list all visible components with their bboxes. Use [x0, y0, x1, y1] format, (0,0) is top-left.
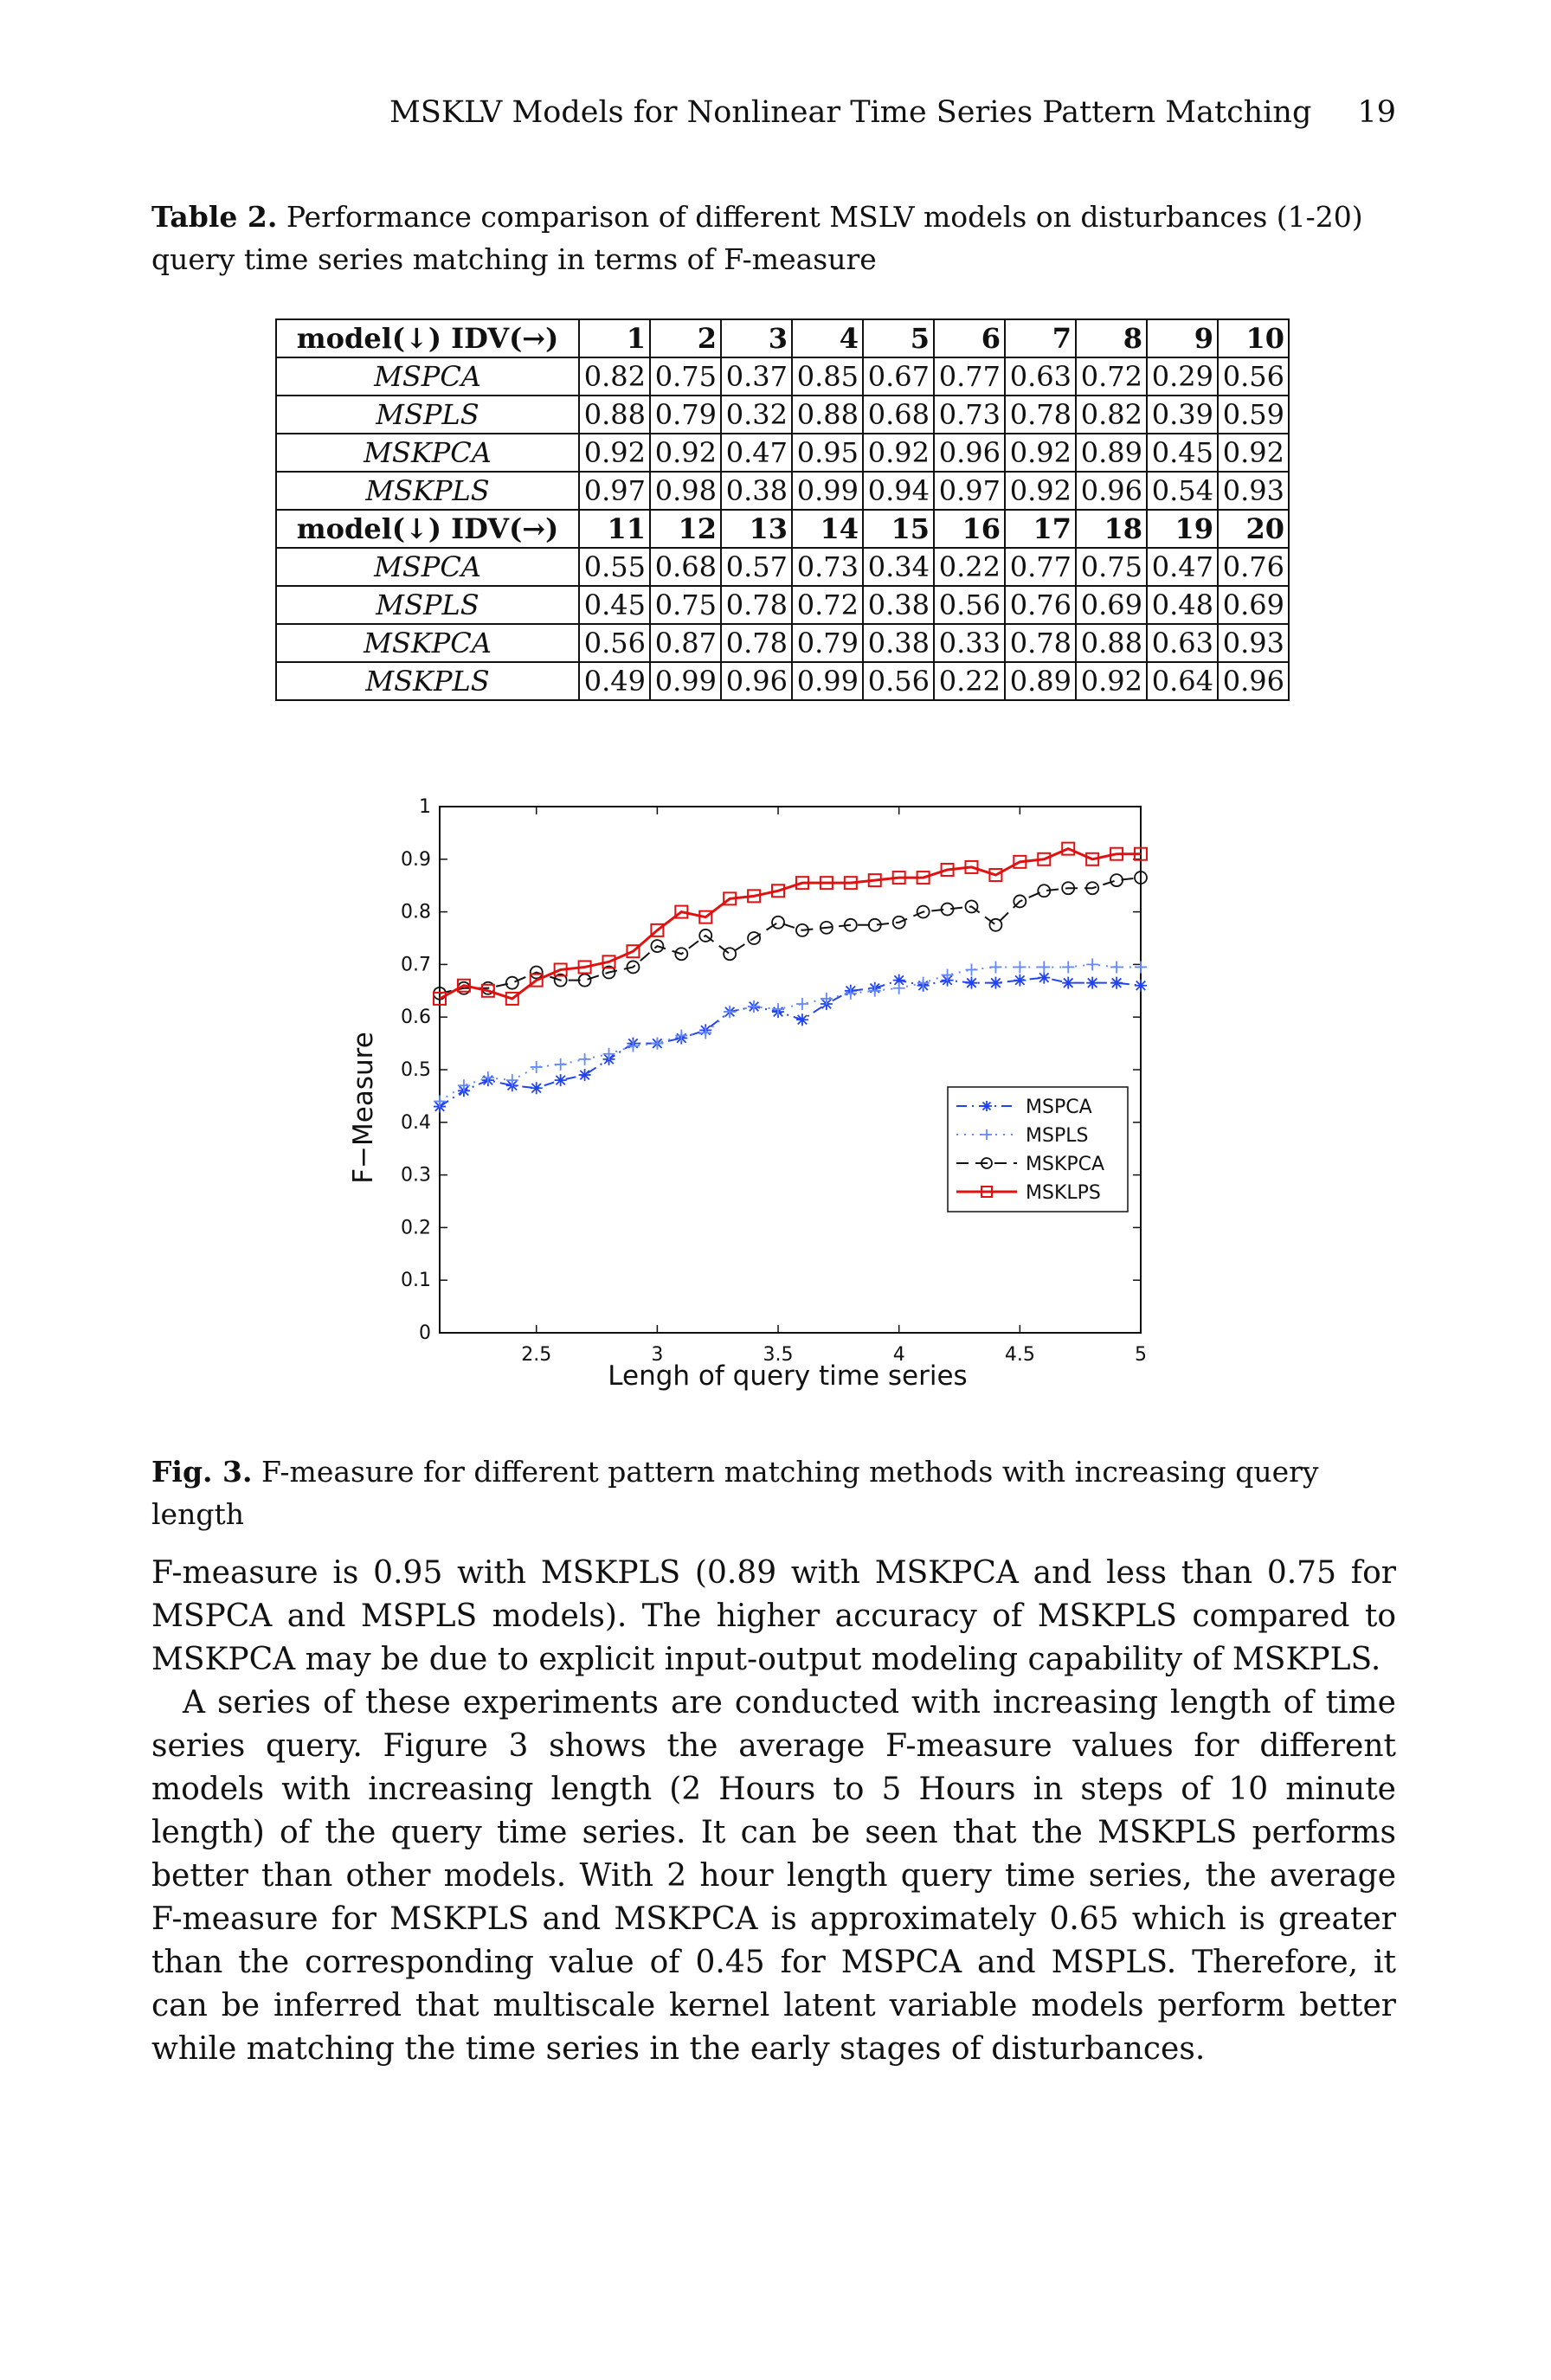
data-point [1062, 977, 1074, 989]
series-mskpca [434, 872, 1147, 1000]
data-point [458, 1079, 470, 1091]
f-measure-cell: 0.77 [1005, 548, 1076, 586]
model-name-cell: MSPCA [276, 357, 579, 396]
data-point [627, 1040, 639, 1052]
f-measure-cell: 0.88 [792, 396, 863, 434]
y-tick-label: 1 [419, 796, 431, 818]
f-measure-cell: 0.56 [579, 624, 650, 662]
x-tick-label: 3 [651, 1344, 664, 1366]
f-measure-cell: 0.59 [1218, 396, 1289, 434]
f-measure-cell: 0.72 [1076, 357, 1147, 396]
data-point [989, 919, 1001, 931]
figure-caption-label: Fig. 3. [151, 1455, 253, 1489]
f-measure-cell: 0.49 [579, 662, 650, 700]
header-idv-cell: 5 [863, 319, 934, 357]
f-measure-cell: 0.85 [792, 357, 863, 396]
legend-label: MSPCA [1026, 1097, 1092, 1118]
f-measure-cell: 0.73 [934, 396, 1005, 434]
model-name-cell: MSKPLS [276, 662, 579, 700]
f-measure-cell: 0.87 [650, 624, 721, 662]
data-point [434, 1095, 446, 1107]
header-idv-cell: 2 [650, 319, 721, 357]
data-point [1038, 961, 1050, 973]
data-point [1110, 961, 1123, 973]
f-measure-cell: 0.96 [1076, 472, 1147, 510]
model-name-cell: MSPLS [276, 586, 579, 624]
header-idv-cell: 9 [1147, 319, 1218, 357]
header-idv-cell: 15 [863, 510, 934, 548]
f-measure-cell: 0.99 [792, 472, 863, 510]
f-measure-cell: 0.76 [1005, 586, 1076, 624]
table-row [276, 434, 1289, 472]
x-tick-label: 4.5 [1004, 1344, 1035, 1366]
y-tick-label: 0 [419, 1322, 431, 1344]
f-measure-cell: 0.32 [721, 396, 792, 434]
data-point [506, 977, 518, 989]
figure-caption [151, 1451, 1396, 1535]
data-point [965, 977, 977, 989]
header-idv-cell: 12 [650, 510, 721, 548]
x-tick-label: 5 [1135, 1344, 1147, 1366]
f-measure-cell: 0.34 [863, 548, 934, 586]
f-measure-cell: 0.97 [934, 472, 1005, 510]
f-measure-cell: 0.92 [1005, 434, 1076, 472]
table-caption-text: Performance comparison of different MSLV models on disturbances (1-20) query time series matching in terms of F-measure [151, 200, 1363, 276]
x-tick-label: 4 [892, 1344, 905, 1366]
data-point [603, 1048, 615, 1060]
figure-caption-text: F-measure for different pattern matching methods with increasing query length [151, 1455, 1319, 1531]
legend-label: MSKLPS [1026, 1182, 1101, 1204]
header-idv-cell: 4 [792, 319, 863, 357]
data-point [1110, 874, 1123, 886]
series-line [440, 964, 1141, 1101]
legend-label: MSKPCA [1026, 1154, 1105, 1175]
table-caption-label: Table 2. [151, 200, 278, 234]
f-measure-cell: 0.96 [934, 434, 1005, 472]
f-measure-cell: 0.97 [579, 472, 650, 510]
y-tick-label: 0.6 [401, 1007, 431, 1029]
data-point [555, 1074, 567, 1086]
model-name-cell: MSPCA [276, 548, 579, 586]
f-measure-cell: 0.75 [1076, 548, 1147, 586]
f-measure-cell: 0.48 [1147, 586, 1218, 624]
f-measure-cell: 0.67 [863, 357, 934, 396]
f-measure-cell: 0.78 [721, 586, 792, 624]
table-row [276, 472, 1289, 510]
f-measure-cell: 0.47 [1147, 548, 1218, 586]
table-header-row [276, 319, 1289, 357]
f-measure-cell: 0.45 [579, 586, 650, 624]
header-idv-cell: 6 [934, 319, 1005, 357]
data-point [699, 1026, 711, 1039]
legend-label: MSPLS [1026, 1125, 1089, 1147]
f-measure-cell: 0.68 [650, 548, 721, 586]
data-point [1110, 977, 1123, 989]
f-measure-cell: 0.95 [792, 434, 863, 472]
header-model-cell: model(↓) IDV(→) [276, 319, 579, 357]
f-measure-cell: 0.54 [1147, 472, 1218, 510]
f-measure-cell: 0.69 [1076, 586, 1147, 624]
f-measure-cell: 0.82 [579, 357, 650, 396]
model-name-cell: MSPLS [276, 396, 579, 434]
data-point [1062, 961, 1074, 973]
f-measure-cell: 0.69 [1218, 586, 1289, 624]
f-measure-cell: 0.96 [721, 662, 792, 700]
paragraph-2: A series of these experiments are conducted with increasing length of time series query. Figure 3 shows the average F-measure values for different models with increasing length (2 Hours to 5 Hours in steps of 10 minute length) of the query time series. It can be seen that the MSKPLS performs better than other models. With 2 hour length query time series, the average F-measure for MSKPLS and MSKPCA is approximately 0.65 which is greater than the corresponding value of 0.45 for MSPCA and MSPLS. Therefore, it can be inferred that multiscale kernel latent variable models perform better while matching the time series in the early stages of disturbances. [151, 1685, 1396, 2067]
f-measure-cell: 0.68 [863, 396, 934, 434]
f-measure-cell: 0.75 [650, 357, 721, 396]
f-measure-cell: 0.38 [863, 586, 934, 624]
data-point [796, 998, 808, 1010]
f-measure-cell: 0.92 [1005, 472, 1076, 510]
performance-table [275, 318, 1290, 701]
x-tick-label: 2.5 [521, 1344, 552, 1366]
f-measure-cell: 0.92 [579, 434, 650, 472]
f-measure-cell: 0.88 [579, 396, 650, 434]
y-tick-label: 0.9 [401, 848, 431, 871]
data-point [981, 1101, 992, 1111]
f-measure-cell: 0.38 [863, 624, 934, 662]
header-idv-cell: 20 [1218, 510, 1289, 548]
f-measure-cell: 0.78 [721, 624, 792, 662]
running-title: MSKLV Models for Nonlinear Time Series Pattern Matching [389, 95, 1312, 130]
f-measure-cell: 0.92 [1218, 434, 1289, 472]
y-tick-label: 0.4 [401, 1111, 431, 1134]
paragraph-1: F-measure is 0.95 with MSKPLS (0.89 with MSKPCA and less than 0.75 for MSPCA and MSPLS models). The higher accuracy of MSKPLS compared to MSKPCA may be due to explicit input-output modeling capability of MSKPLS. [151, 1555, 1396, 1677]
f-measure-cell: 0.92 [863, 434, 934, 472]
model-name-cell: MSKPCA [276, 434, 579, 472]
f-measure-cell: 0.93 [1218, 472, 1289, 510]
f-measure-cell: 0.63 [1005, 357, 1076, 396]
data-point [1135, 961, 1147, 973]
f-measure-cell: 0.89 [1005, 662, 1076, 700]
x-axis-label: Lengh of query time series [608, 1360, 968, 1392]
f-measure-cell: 0.78 [1005, 624, 1076, 662]
table-row [276, 624, 1289, 662]
data-point [917, 977, 930, 989]
data-point [579, 1069, 591, 1081]
table-row [276, 357, 1289, 396]
header-idv-cell: 1 [579, 319, 650, 357]
header-idv-cell: 10 [1218, 319, 1289, 357]
header-idv-cell: 3 [721, 319, 792, 357]
header-idv-cell: 17 [1005, 510, 1076, 548]
y-tick-label: 0.2 [401, 1217, 431, 1239]
body-text [151, 1552, 1396, 2071]
f-measure-cell: 0.82 [1076, 396, 1147, 434]
f-measure-cell: 0.77 [934, 357, 1005, 396]
table-caption [151, 196, 1396, 280]
data-point [579, 1053, 591, 1065]
data-point [1014, 975, 1026, 987]
data-point [531, 1082, 543, 1094]
f-measure-cell: 0.75 [650, 586, 721, 624]
y-axis-label: F−Measure [348, 1032, 379, 1184]
data-point [1014, 961, 1026, 973]
f-measure-cell: 0.88 [1076, 624, 1147, 662]
y-tick-label: 0.8 [401, 901, 431, 923]
f-measure-cell: 0.92 [650, 434, 721, 472]
f-measure-cell: 0.99 [792, 662, 863, 700]
f-measure-cell: 0.33 [934, 624, 1005, 662]
f-measure-cell: 0.98 [650, 472, 721, 510]
f-measure-cell: 0.56 [863, 662, 934, 700]
f-measure-cell: 0.37 [721, 357, 792, 396]
y-tick-label: 0.7 [401, 954, 431, 976]
data-point [555, 1058, 567, 1071]
header-idv-cell: 19 [1147, 510, 1218, 548]
data-point [942, 969, 954, 981]
data-point [796, 1013, 808, 1026]
f-measure-cell: 0.72 [792, 586, 863, 624]
data-point [772, 1003, 784, 1015]
x-tick-label: 3.5 [763, 1344, 794, 1366]
f-measure-cell: 0.56 [934, 586, 1005, 624]
f-measure-cell: 0.96 [1218, 662, 1289, 700]
f-measure-chart [329, 788, 1194, 1411]
model-name-cell: MSKPLS [276, 472, 579, 510]
f-measure-cell: 0.22 [934, 548, 1005, 586]
page-number: 19 [1357, 95, 1396, 130]
f-measure-cell: 0.47 [721, 434, 792, 472]
header-idv-cell: 14 [792, 510, 863, 548]
f-measure-cell: 0.99 [650, 662, 721, 700]
data-point [772, 917, 784, 929]
header-idv-cell: 7 [1005, 319, 1076, 357]
f-measure-cell: 0.92 [1076, 662, 1147, 700]
model-name-cell: MSKPCA [276, 624, 579, 662]
header-idv-cell: 13 [721, 510, 792, 548]
header-idv-cell: 8 [1076, 319, 1147, 357]
f-measure-cell: 0.39 [1147, 396, 1218, 434]
data-point [1038, 972, 1050, 984]
series-msklps [434, 843, 1147, 1005]
chart-legend [948, 1087, 1128, 1212]
f-measure-cell: 0.76 [1218, 548, 1289, 586]
data-point [989, 977, 1001, 989]
table-header-row [276, 510, 1289, 548]
f-measure-cell: 0.79 [650, 396, 721, 434]
data-point [531, 1061, 543, 1073]
data-point [821, 993, 833, 1005]
data-point [845, 987, 857, 1000]
table-row [276, 586, 1289, 624]
header-idv-cell: 16 [934, 510, 1005, 548]
f-measure-cell: 0.29 [1147, 357, 1218, 396]
chart-series [434, 843, 1147, 1113]
f-measure-cell: 0.55 [579, 548, 650, 586]
header-idv-cell: 11 [579, 510, 650, 548]
f-measure-cell: 0.93 [1218, 624, 1289, 662]
header-model-cell: model(↓) IDV(→) [276, 510, 579, 548]
f-measure-cell: 0.64 [1147, 662, 1218, 700]
data-point [724, 948, 736, 960]
f-measure-cell: 0.22 [934, 662, 1005, 700]
f-measure-cell: 0.89 [1076, 434, 1147, 472]
y-tick-label: 0.3 [401, 1164, 431, 1187]
data-point [989, 961, 1001, 973]
y-tick-label: 0.5 [401, 1059, 431, 1081]
f-measure-cell: 0.38 [721, 472, 792, 510]
f-measure-cell: 0.79 [792, 624, 863, 662]
series-line [440, 849, 1141, 999]
data-point [1086, 977, 1098, 989]
data-point [1135, 980, 1147, 992]
data-point [965, 963, 977, 975]
table-row [276, 548, 1289, 586]
header-idv-cell: 18 [1076, 510, 1147, 548]
f-measure-cell: 0.73 [792, 548, 863, 586]
table-row [276, 396, 1289, 434]
f-measure-cell: 0.56 [1218, 357, 1289, 396]
f-measure-cell: 0.57 [721, 548, 792, 586]
f-measure-cell: 0.78 [1005, 396, 1076, 434]
f-measure-cell: 0.94 [863, 472, 934, 510]
table-row [276, 662, 1289, 700]
f-measure-cell: 0.45 [1147, 434, 1218, 472]
y-tick-label: 0.1 [401, 1270, 431, 1292]
f-measure-cell: 0.63 [1147, 624, 1218, 662]
data-point [1086, 958, 1098, 970]
